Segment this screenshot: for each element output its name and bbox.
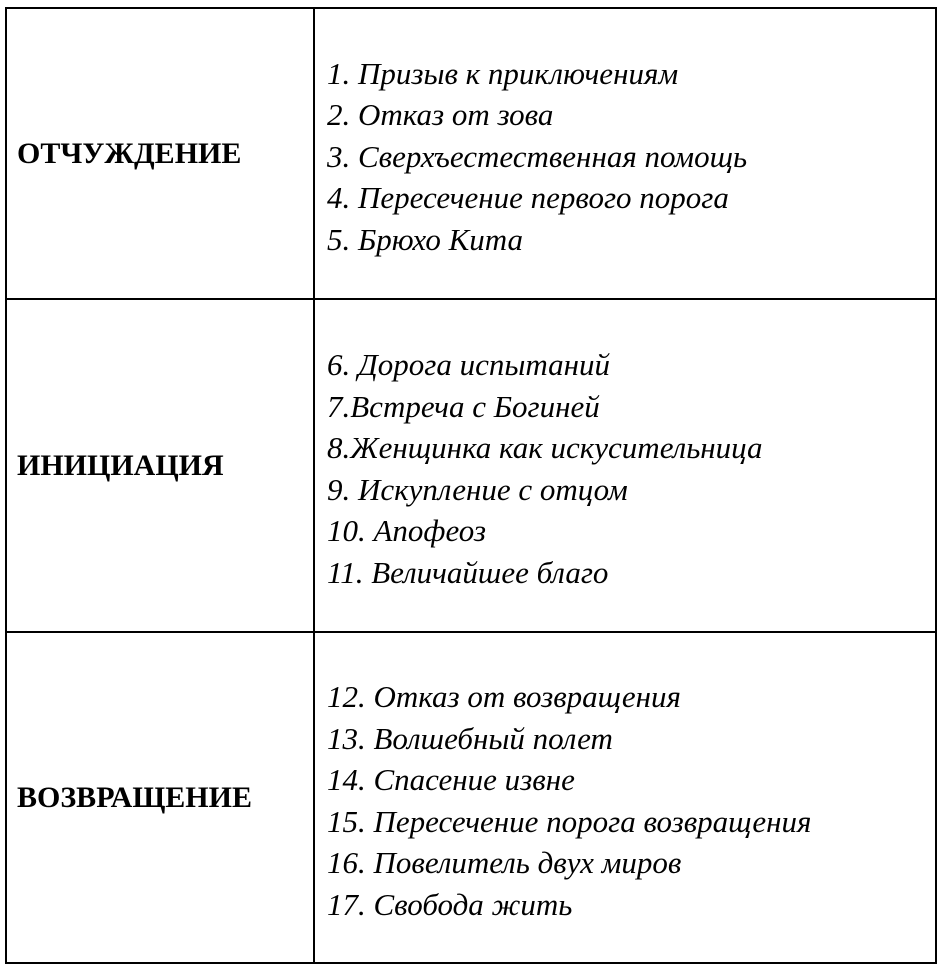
stage-items — [314, 8, 936, 299]
table-row — [6, 299, 936, 632]
list-item: 5. Брюхо Кита — [327, 221, 523, 257]
list-item: 4. Пересечение первого порога — [327, 180, 729, 216]
list-item: 8.Женщинка как искусительница — [327, 430, 763, 465]
table-row — [6, 632, 936, 963]
list-item: 15. Пересечение порога возвращения — [327, 803, 812, 839]
stage-items — [314, 632, 936, 963]
list-item: 12. Отказ от возвращения — [327, 679, 681, 714]
stage-title: ВОЗВРАЩЕНИЕ — [6, 632, 314, 963]
list-item: 10. Апофеоз — [327, 513, 486, 548]
list-item: 16. Повелитель двух миров — [327, 845, 682, 880]
list-item: 1. Призыв к приключениям — [327, 55, 679, 91]
hero-journey-table — [5, 7, 937, 964]
stage-items — [314, 299, 936, 632]
stage-title: ИНИЦИАЦИЯ — [6, 299, 314, 632]
list-item: 13. Волшебный полет — [327, 720, 613, 756]
table-row — [6, 8, 936, 299]
list-item: 7.Встреча с Богиней — [327, 388, 600, 424]
list-item: 17. Свобода жить — [327, 886, 573, 922]
list-item: 3. Сверхъестественная помощь — [327, 138, 748, 174]
stage-title: ОТЧУЖДЕНИЕ — [6, 8, 314, 299]
list-item: 6. Дорога испытаний — [327, 347, 610, 382]
list-item: 14. Спасение извне — [327, 762, 575, 797]
list-item: 11. Величайшее благо — [327, 554, 609, 590]
list-item: 9. Искупление с отцом — [327, 471, 628, 507]
list-item: 2. Отказ от зова — [327, 97, 554, 133]
